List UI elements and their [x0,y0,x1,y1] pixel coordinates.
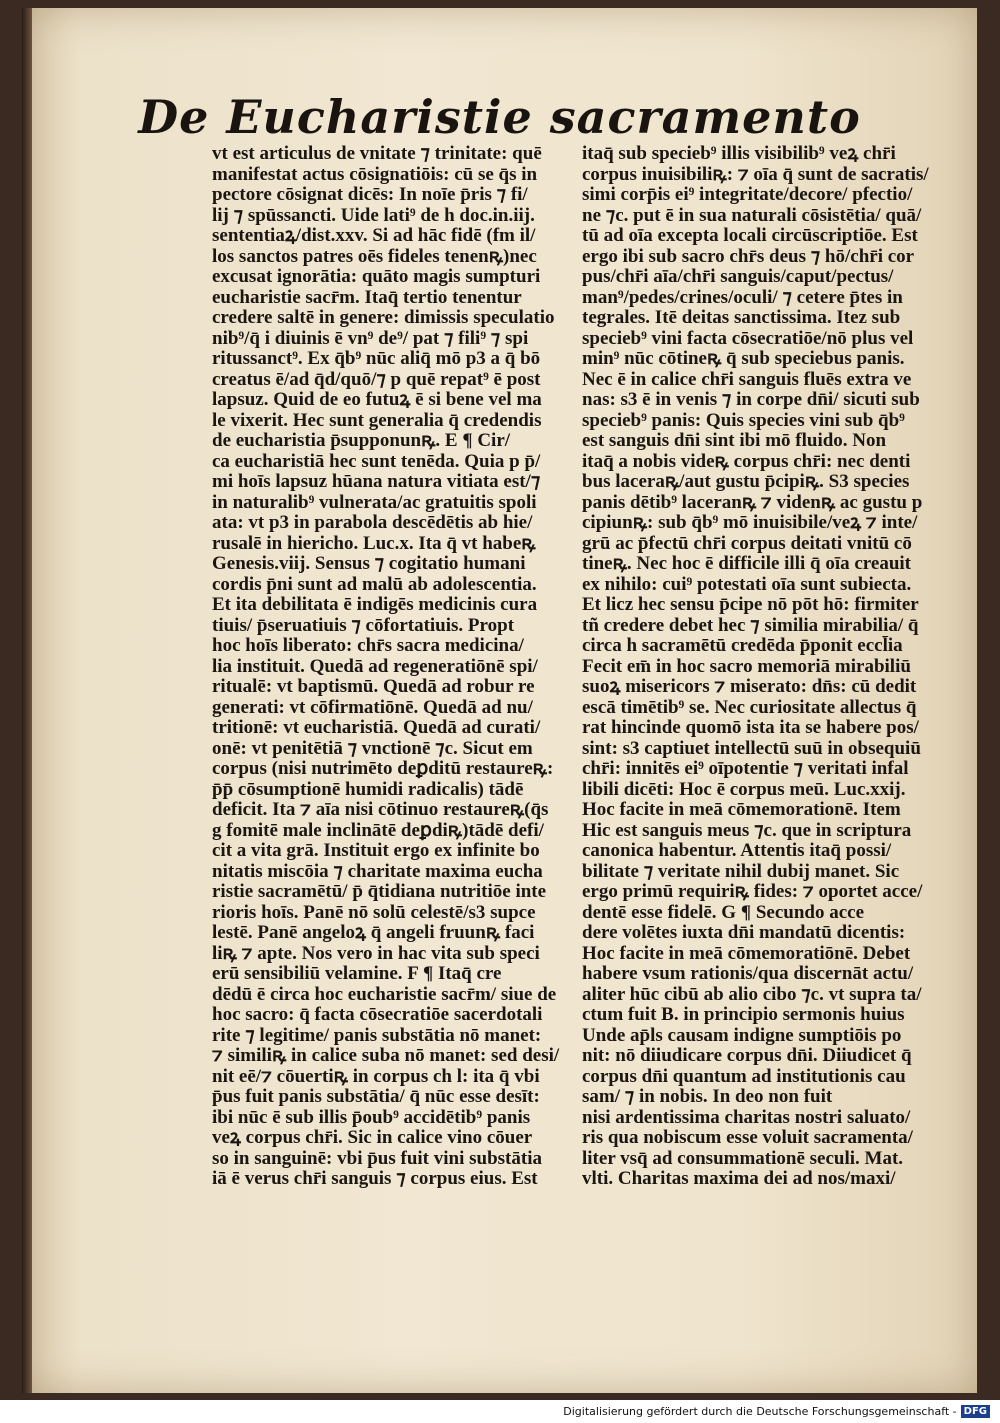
text-line: simi corp̄is ei⁹ integritate/decore/ pfectio/ [582,185,913,205]
text-line: chr̄i: innitēs ei⁹ oīpotentie ⁊ veritati infal [582,759,909,779]
text-line: panis dētib⁹ laceranꝶ ⁊ videnꝶ ac gustu p [582,492,923,513]
text-line: de eucharistia p̄supponunꝶ. E ¶ Cir/ [212,431,511,451]
text-line: ctum fuit B. in principio sermonis huius [582,1005,905,1025]
text-line: deficit. Ita ⁊ aīa nisi cōtinuo restaureꝶ(q̄s [212,800,549,820]
text-line: rioris hoīs. Panē nō solū celestē/s3 supce [212,902,536,923]
text-line: corpus (nisi nutrimēto deꝑditū restaureꝶ: [212,759,554,779]
text-line: credere saltē in genere: dimissis speculatio [212,308,555,328]
text-line: libili dicēti: Hoc ē corpus meū. Luc.xxij. [582,779,906,800]
text-line: tū ad oīa excepta locali circūscriptiōe. Est [582,226,918,246]
text-line: generati: vt cōfirmatiōnē. Quedā ad nu/ [212,697,533,718]
text-line: nit: nō diiudicare corpus dn̄i. Diiudicet q̄ [582,1046,912,1066]
text-line: Genesis.viij. Sensus ⁊ cogitatio humani [212,554,526,574]
left-text-column [212,144,602,1190]
footer-credit [563,1400,990,1423]
text-line: Fecit em̄ in hoc sacro memoriā mirabiliū [582,656,911,677]
text-line: Hoc facite in meā cōmemorationē. Item [582,800,901,820]
text-line: onē: vt penitētiā ⁊ vnctionē ⁊c. Sicut em [212,738,533,759]
text-line: p̄us fuit panis substātia/ q̄ nūc esse desīt: [212,1087,540,1107]
text-line: Nec ē in calice chr̄i sanguis fluēs extra ve [582,369,912,390]
text-line: sam/ ⁊ in nobis. In deo non fuit [582,1087,833,1107]
dfg-logo: DFG [961,1405,990,1418]
text-line: dere volētes iuxta dn̄i mandatū dicentis: [582,923,906,943]
text-line: vlti. Charitas maxima dei ad nos/maxi/ [582,1169,896,1189]
text-line: cit a vita grā. Instituit ergo ex infinite bo [212,841,540,861]
text-line: hoc sacro: q̄ facta cōsecratiōe sacerdotali [212,1005,543,1025]
text-line: ne ⁊c. put ē in sua naturali cōsistētia/ quā/ [582,205,922,226]
text-line: ergo primū requiriꝶ fides: ⁊ oportet acce/ [582,882,923,902]
text-line: ex nihilo: cui⁹ potestati oīa sunt subiecta. [582,574,912,595]
text-line: suoꝝ misericors ⁊ miserato: dn̄s: cū dedit [582,677,917,697]
text-line: liꝶ ⁊ apte. Nos vero in hac vita sub speci [212,943,540,964]
text-line: ristie sacramētū/ p̄ q̄tidiana nutritiōe inte [212,882,547,902]
text-line: habere vsum rationis/qua discernāt actu/ [582,964,914,984]
text-line: Et licz hec sensu p̄cipe nō pōt hō: firmiter [582,595,919,615]
text-line: eucharistie sacr̄m. Itaq̄ tertio tenentur [212,287,522,308]
footer-credit-text: Digitalisierung gefördert durch die Deutsche Forschungsgemeinschaft - [563,1405,957,1418]
page-title: De Eucharistie sacramento [138,90,861,144]
text-line: mi hoīs lapsuz hūana natura vitiata est/⁊ [212,472,541,492]
text-line: man⁹/pedes/crines/oculi/ ⁊ cetere p̄tes in [582,287,903,308]
text-line: tegrales. Itē deitas sanctissima. Itez sub [582,308,901,328]
text-line: lij ⁊ spūssancti. Uide lati⁹ de h doc.in.iij. [212,205,535,226]
text-line: lapsuz. Quid de eo futuꝝ ē si bene vel ma [212,390,542,410]
text-line: bilitate ⁊ veritate nihil dubij manet. Sic [582,861,900,882]
text-line: ata: vt p3 in parabola descēdētis ab hie/ [212,513,533,533]
text-line: veꝝ corpus chr̄i. Sic in calice vino cōuer [212,1128,533,1148]
text-line: grū ac p̄fectū chr̄i corpus deitati vnitū cō [582,533,912,554]
text-line: sententiaꝝ/dist.xxv. Si ad hāc fidē (fm il/ [212,226,536,246]
text-line: creatus ē/ad q̄d/quō/⁊ p quē repat⁹ ē post [212,369,541,390]
text-line: nib⁹/q̄ i diuinis ē vn⁹ de⁹/ pat ⁊ fili⁹ ⁊ spi [212,328,529,349]
text-line: min⁹ nūc cōtineꝶ q̄ sub speciebus panis. [582,349,905,369]
text-line: specieb⁹ panis: Quis species vini sub q̄b⁹ [582,410,905,431]
text-line: canonica habentur. Attentis itaq̄ possi/ [582,841,892,861]
text-line: nit eē/⁊ cōuertiꝶ in corpus ch l: ita q̄ vbi [212,1066,540,1087]
text-line: ritualē: vt baptismū. Quedā ad robur re [212,677,535,697]
text-line: in naturalib⁹ vulnerata/ac gratuitis spoli [212,492,537,513]
text-line: le vixerit. Hec sunt generalia q̄ credendis [212,410,542,431]
text-line: circa h sacramētū credēda p̄ponit eccl̄ia [582,636,903,656]
text-line: bus laceraꝶ/aut gustu p̄cipiꝶ. S3 species [582,472,910,492]
text-line: dēdū ē circa hoc eucharistie sacr̄m/ siue de [212,984,557,1005]
text-line: Et ita debilitata ē indigēs medicinis cura [212,595,538,615]
text-line: cipiunꝶ: sub q̄b⁹ mō inuisibile/veꝝ ⁊ inte/ [582,513,918,533]
text-line: Hic est sanguis meus ⁊c. que in scriptura [582,820,912,841]
text-line: excusat ignorātia: quāto magis sumpturi [212,267,541,287]
text-line: aliter hūc cibū ab alio cibo ⁊c. vt supra ta/ [582,984,922,1005]
text-line: iā ē verus chr̄i sanguis ⁊ corpus eius. Est [212,1169,538,1189]
text-line: tñ credere debet hec ⁊ similia mirabilia/ q̄ [582,615,919,636]
text-line: nas: s3 ē in venis ⁊ in corpe dn̄i/ sicuti sub [582,390,920,410]
text-line: specieb⁹ vini facta cōsecratiōe/nō plus vel [582,328,914,349]
text-line: ca eucharistiā hec sunt tenēda. Quia p p̄/ [212,451,541,472]
text-line: tineꝶ. Nec hoc ē difficile illi q̄ oīa creauit [582,554,911,574]
text-line: nitatis miscōia ⁊ charitate maxima eucha [212,861,543,882]
text-line: ris qua nobiscum esse voluit sacramenta/ [582,1128,913,1148]
text-line: escā timētib⁹ se. Nec curiositate allectus q̄ [582,697,917,718]
text-line: g fomitē male inclinātē deꝑdiꝶ)tādē defi/ [212,820,544,841]
text-line: rusalē in hiericho. Luc.x. Ita q̄ vt habeꝶ [212,533,536,554]
text-line: ritussanct⁹. Ex q̄b⁹ nūc aliq̄ mō p3 a q̄ bō [212,349,541,369]
text-line: ibi nūc ē sub illis p̄oub⁹ accidētib⁹ panis [212,1107,531,1128]
text-line: est sanguis dn̄i sint ibi mō fluido. Non [582,431,887,451]
text-line: liter vsq̄ ad consummationē seculi. Mat. [582,1148,904,1169]
text-line: tritionē: vt eucharistiā. Quedā ad curati/ [212,718,541,738]
text-line: dentē esse fidelē. G ¶ Secundo acce [582,902,865,923]
text-line: tiuis/ p̄seruatiuis ⁊ cōfortatiuis. Propt [212,615,515,636]
page-spine-shadow [22,8,32,1393]
text-line: lestē. Panē angeloꝝ q̄ angeli fruunꝶ faci [212,923,535,943]
text-line: los sanctos patres oēs fideles tenenꝶ)nec [212,246,537,267]
text-line: corpus inuisibiliꝶ: ⁊ oīa q̄ sunt de sacratis/ [582,164,929,185]
text-line: corpus dn̄i quantum ad institutionis cau [582,1066,906,1087]
text-line: p̄p̄ cōsumptionē humidi radicalis) tādē [212,779,524,800]
text-line: vt est articulus de vnitate ⁊ trinitate: quē [212,144,542,164]
text-line: ergo ibi sub sacro chr̄s deus ⁊ hō/chr̄i cor [582,246,915,267]
right-text-column [582,144,967,1190]
text-line: itaq̄ sub specieb⁹ illis visibilib⁹ veꝝ chr̄i [582,144,896,164]
text-line: sint: s3 captiuet intellectū suū in obsequiū [582,738,921,759]
text-line: lia instituit. Quedā ad regeneratiōnē spi/ [212,656,538,677]
book-page [22,8,977,1393]
text-line: pectore cōsignat dicēs: In noīe p̄ris ⁊ fi/ [212,185,528,205]
text-line: itaq̄ a nobis videꝶ corpus chr̄i: nec denti [582,451,911,472]
text-line: nisi ardentissima charitas nostri saluato/ [582,1107,911,1128]
text-line: pus/chr̄i aīa/chr̄i sanguis/caput/pectus/ [582,267,894,287]
text-line: manifestat actus cōsignatiōis: cū se q̄s in [212,164,538,185]
text-line: so in sanguinē: vbi p̄us fuit vini substātia [212,1148,542,1169]
text-line: rite ⁊ legitime/ panis substātia nō manet: [212,1025,542,1046]
text-line: cordis p̄ni sunt ad malū ab adolescentia. [212,574,537,595]
text-line: rat hincinde quomō ista ita se habere pos/ [582,718,919,738]
text-line: hoc hoīs liberato: chr̄s sacra medicina/ [212,636,524,656]
text-line: Unde ap̄ls causam indigne sumptiōis po [582,1025,902,1046]
text-line: ⁊ similiꝶ in calice suba nō manet: sed desi/ [212,1046,560,1066]
text-line: erū sensibiliū velamine. F ¶ Itaq̄ cre [212,964,502,984]
text-line: Hoc facite in meā cōmemoratiōnē. Debet [582,943,911,964]
